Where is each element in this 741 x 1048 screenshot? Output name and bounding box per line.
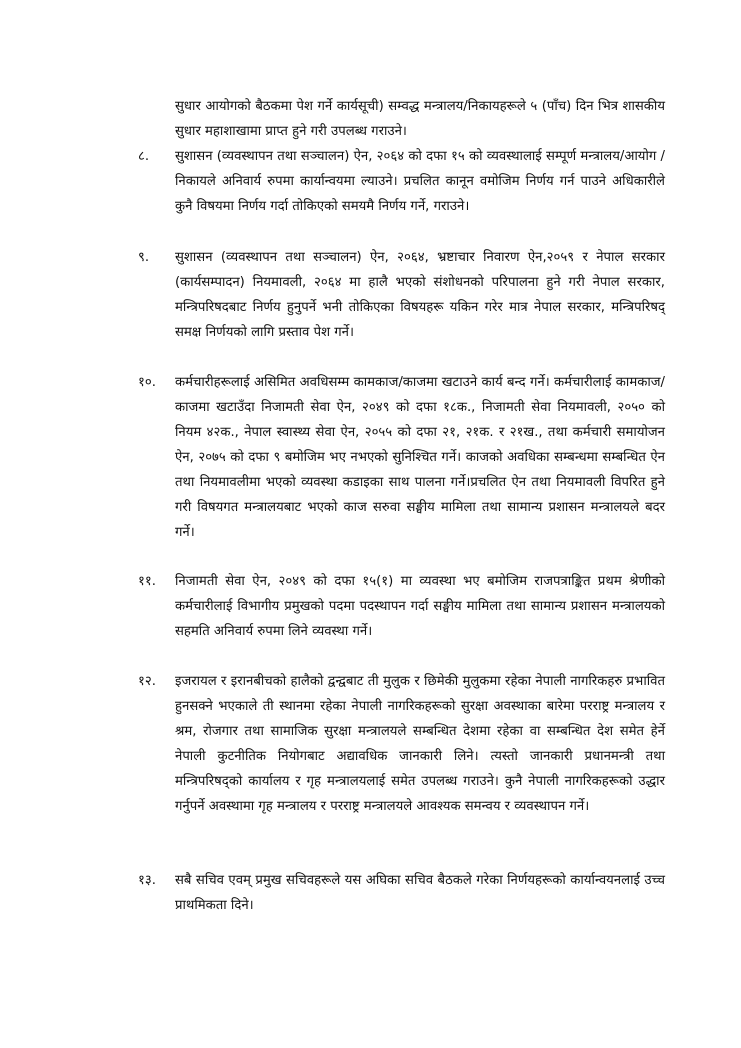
item-number-8: ८. — [138, 149, 150, 164]
paragraph-item-9: सुशासन (व्यवस्थापन तथा सञ्चालन) ऐन, २०६४, भ्रष्टाचार निवारण ऐन,२०५९ र नेपाल सरकार (कार्यसम्पादन) नियमावली, २०६४ मा हालै भएको संशोधनको परिपालना हुने गरी नेपाल सरकार, मन्त्रिपरिषदबाट निर्णय हुनुपर्ने भनी तोकिएका विषयहरू यकिन गरेर मात्र नेपाल सरकार, मन्त्रिपरिषद् समक्ष निर्णयको लागि प्रस्ताव पेश गर्ने। — [175, 250, 665, 340]
paragraph-continued: सुधार आयोगको बैठकमा पेश गर्ने कार्यसूची) सम्वद्ध मन्त्रालय/निकायहरूले ५ (पाँच) दिन भित्र शासकीय सुधार महाशाखामा प्राप्त हुने गरी उपलब्ध गराउने। — [175, 99, 665, 139]
item-number-11: ११. — [138, 574, 156, 589]
paragraph-item-8: सुशासन (व्यवस्थापन तथा सञ्चालन) ऐन, २०६४ को दफा १५ को व्यवस्थालाई सम्पूर्ण मन्त्रालय/आयोग /निकायले अनिवार्य रुपमा कार्यान्वयमा ल्याउने। प्रचलित कानून वमोजिम निर्णय गर्न पाउने अधिकारीले कुनै विषयमा निर्णय गर्दा तोकिएको समयमै निर्णय गर्ने, गराउने। — [175, 149, 665, 214]
paragraph-item-13: सबै सचिव एवम् प्रमुख सचिवहरूले यस अघिका सचिव बैठकले गरेका निर्णयहरूको कार्यान्वयनलाई उच्च प्राथमिकता दिने। — [175, 873, 665, 913]
item-number-13: १३. — [138, 873, 156, 888]
paragraph-item-11: निजामती सेवा ऐन, २०४९ को दफा १५(१) मा व्यवस्था भए बमोजिम राजपत्राङ्कित प्रथम श्रेणीको कर्मचारीलाई विभागीय प्रमुखको पदमा पदस्थापन गर्दा सङ्घीय मामिला तथा सामान्य प्रशासन मन्त्रालयको सहमति अनिवार्य रुपमा लिने व्यवस्था गर्ने। — [175, 574, 665, 639]
item-number-10: १०. — [138, 375, 156, 390]
paragraph-item-10: कर्मचारीहरूलाई असिमित अवधिसम्म कामकाज/काजमा खटाउने कार्य बन्द गर्ने। कर्मचारीलाई कामकाज/काजमा खटाउँदा निजामती सेवा ऐन, २०४९ को दफा १८क., निजामती सेवा नियमावली, २०५० को नियम ४२क., नेपाल स्वास्थ्य सेवा ऐन, २०५५ को दफा २१, २१क. र २१ख., तथा कर्मचारी समायोजन ऐन, २०७५ को दफा ९ बमोजिम भए नभएको सुनिश्चित गर्ने। काजको अवधिका सम्बन्धमा सम्बन्धित ऐन तथा नियमावलीमा भएको व्यवस्था कडाइका साथ पालना गर्ने।प्रचलित ऐन तथा नियमावली विपरित हुने गरी विषयगत मन्त्रालयबाट भएको काज सरुवा सङ्घीय मामिला तथा सामान्य प्रशासन मन्त्रालयले बदर गर्ने। — [175, 375, 665, 540]
item-number-9: ९. — [138, 250, 150, 265]
paragraph-item-12: इजरायल र इरानबीचको हालैको द्वन्द्वबाट ती मुलुक र छिमेकी मुलुकमा रहेका नेपाली नागरिकहरु प्रभावित हुनसक्ने भएकाले ती स्थानमा रहेका नेपाली नागरिकहरूको सुरक्षा अवस्थाका बारेमा परराष्ट्र मन्त्रालय र श्रम, रोजगार तथा सामाजिक सुरक्षा मन्त्रालयले सम्बन्धित देशमा रहेका वा सम्बन्धित देश समेत हेर्ने नेपाली कुटनीतिक नियोगबाट अद्यावधिक जानकारी लिने। त्यस्तो जानकारी प्रधानमन्त्री तथा मन्त्रिपरिषद्को कार्यालय र गृह मन्त्रालयलाई समेत उपलब्ध गराउने। कुनै नेपाली नागरिकहरूको उद्धार गर्नुपर्ने अवस्थामा गृह मन्त्रालय र परराष्ट्र मन्त्रालयले आवश्यक समन्वय र व्यवस्थापन गर्ने। — [175, 674, 665, 814]
item-number-12: १२. — [138, 674, 156, 689]
